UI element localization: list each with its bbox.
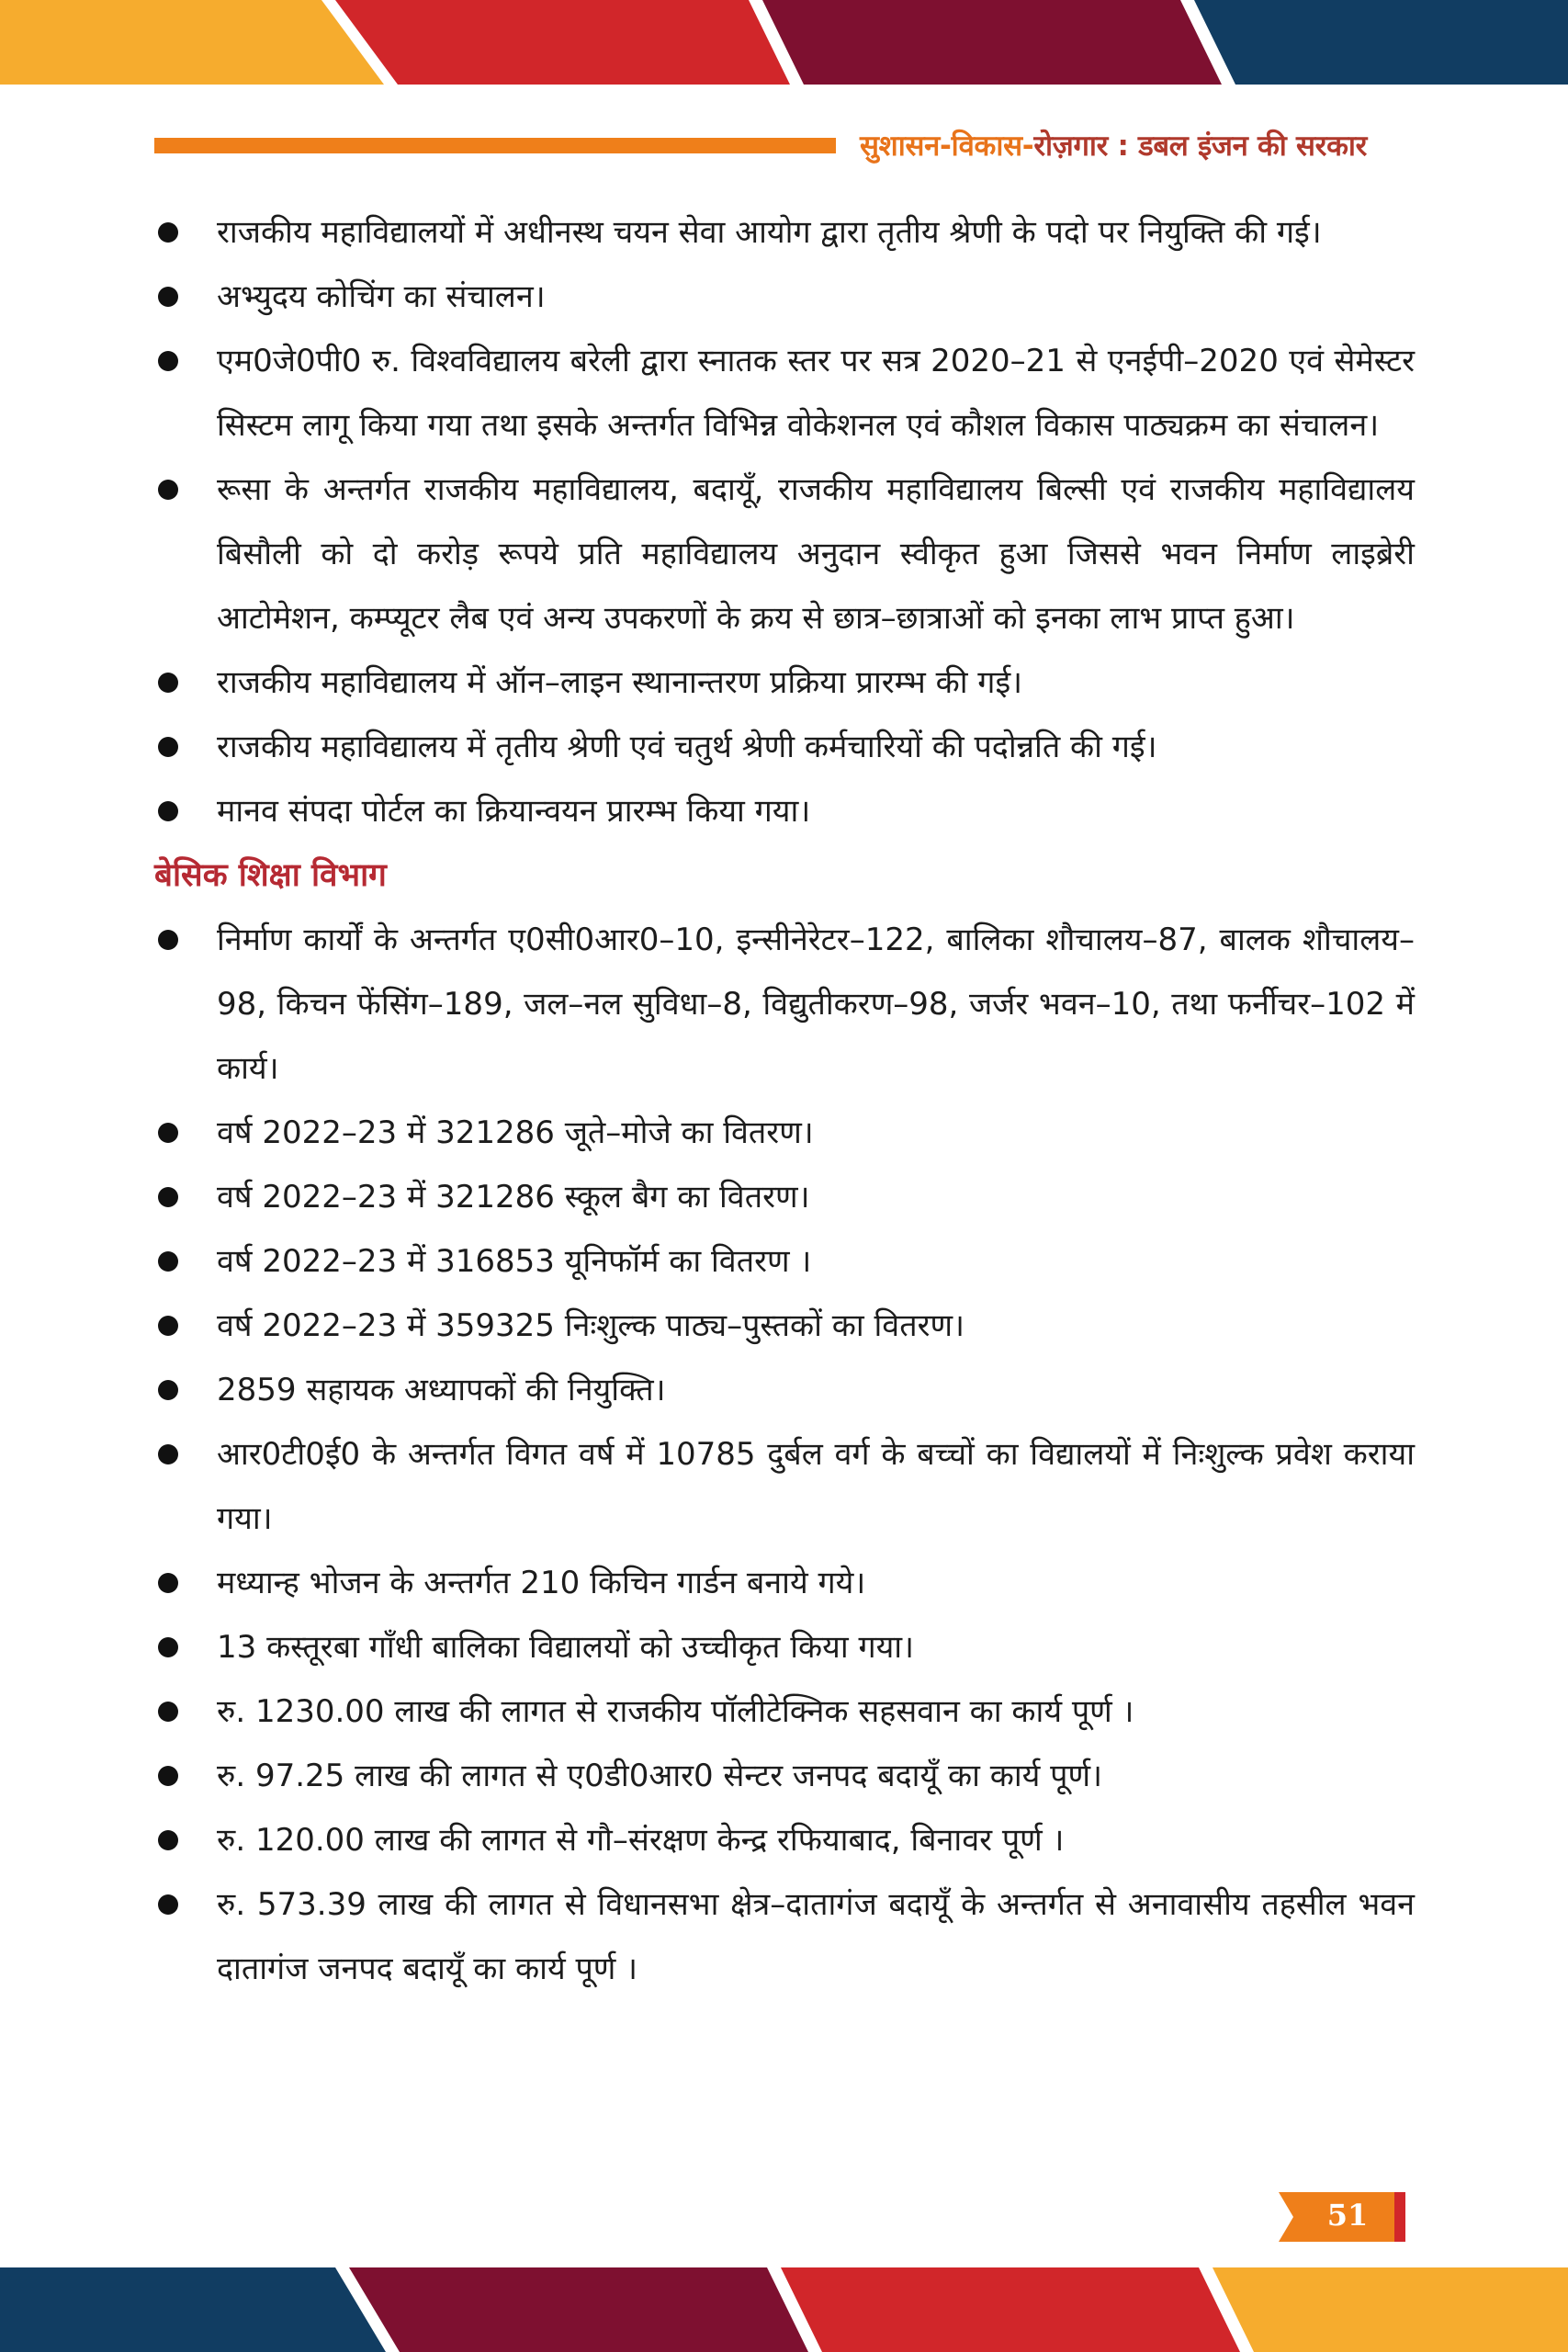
higher-education-list xyxy=(154,200,1415,843)
list-item: रु. 97.25 लाख की लागत से ए0डी0आर0 सेन्टर जनपद बदायूँ का कार्य पूर्ण। xyxy=(154,1744,1415,1808)
list-item: रु. 573.39 लाख की लागत से विधानसभा क्षेत्र–दातागंज बदायूँ के अन्तर्गत से अनावासीय तहसील भवन दातागंज जनपद बदायूँ का कार्य पूर्ण । xyxy=(154,1872,1415,2001)
list-item: राजकीय महाविद्यालय में ऑन–लाइन स्थानान्तरण प्रक्रिया प्रारम्भ की गई। xyxy=(154,650,1415,715)
page-number: 51 xyxy=(1326,2198,1369,2233)
list-item: मध्यान्ह भोजन के अन्तर्गत 210 किचिन गार्डन बनाये गये। xyxy=(154,1551,1415,1615)
list-item: 2859 सहायक अध्यापकों की नियुक्ति। xyxy=(154,1358,1415,1422)
top-decorative-band xyxy=(0,0,1568,85)
header-orange-rule xyxy=(154,138,836,153)
basic-education-list xyxy=(154,908,1415,2001)
list-item: राजकीय महाविद्यालय में तृतीय श्रेणी एवं चतुर्थ श्रेणी कर्मचारियों की पदोन्नति की गई। xyxy=(154,715,1415,779)
running-title-part2: रोज़गार xyxy=(1033,130,1108,163)
list-item: 13 कस्तूरबा गाँधी बालिका विद्यालयों को उच्चीकृत किया गया। xyxy=(154,1615,1415,1679)
section-heading-basic-education: बेसिक शिक्षा विभाग xyxy=(154,857,387,894)
list-item: वर्ष 2022–23 में 321286 स्कूल बैग का वितरण। xyxy=(154,1165,1415,1229)
running-header-title xyxy=(860,126,1411,164)
list-item: निर्माण कार्यों के अन्तर्गत ए0सी0आर0–10, इन्सीनेरेटर–122, बालिका शौचालय–87, बालक शौचालय–98, किचन फेंसिंग–189, जल–नल सुविधा–8, विद्युतीकरण–98, जर्जर भवन–10, तथा फर्नीचर–102 में कार्य। xyxy=(154,908,1415,1101)
running-title-part1: सुशासन-विकास- xyxy=(860,130,1034,163)
list-item: मानव संपदा पोर्टल का क्रियान्वयन प्रारम्भ किया गया। xyxy=(154,779,1415,843)
list-item: वर्ष 2022–23 में 321286 जूते–मोजे का वितरण। xyxy=(154,1101,1415,1165)
list-item: रु. 120.00 लाख की लागत से गौ–संरक्षण केन्द्र रफियाबाद, बिनावर पूर्ण । xyxy=(154,1808,1415,1872)
list-item: एम0जे0पी0 रु. विश्वविद्यालय बरेली द्वारा स्नातक स्तर पर सत्र 2020–21 से एनईपी–2020 एवं सेमेस्टर सिस्टम लागू किया गया तथा इसके अन्तर्गत विभिन्न वोकेशनल एवं कौशल विकास पाठ्यक्रम का संचालन। xyxy=(154,329,1415,458)
list-item: रु. 1230.00 लाख की लागत से राजकीय पॉलीटेक्निक सहसवान का कार्य पूर्ण । xyxy=(154,1679,1415,1744)
list-item: आर0टी0ई0 के अन्तर्गत विगत वर्ष में 10785 दुर्बल वर्ग के बच्चों का विद्यालयों में निःशुल्क प्रवेश कराया गया। xyxy=(154,1422,1415,1551)
page-content xyxy=(154,200,1415,2001)
list-item: वर्ष 2022–23 में 316853 यूनिफॉर्म का वितरण । xyxy=(154,1229,1415,1294)
list-item: वर्ष 2022–23 में 359325 निःशुल्क पाठ्य–पुस्तकों का वितरण। xyxy=(154,1294,1415,1358)
list-item: अभ्युदय कोचिंग का संचालन। xyxy=(154,265,1415,329)
bottom-decorative-band xyxy=(0,2267,1568,2352)
list-item: राजकीय महाविद्यालयों में अधीनस्थ चयन सेवा आयोग द्वारा तृतीय श्रेणी के पदो पर नियुक्ति की गई। xyxy=(154,200,1415,265)
page-number-tab xyxy=(1279,2192,1405,2242)
list-item: रूसा के अन्तर्गत राजकीय महाविद्यालय, बदायूँ, राजकीय महाविद्यालय बिल्सी एवं राजकीय महाविद्यालय बिसौली को दो करोड़ रूपये प्रति महाविद्यालय अनुदान स्वीकृत हुआ जिससे भवन निर्माण लाइब्रेरी आटोमेशन, कम्प्यूटर लैब एवं अन्य उपकरणों के क्रय से छात्र–छात्राओं को इनका लाभ प्राप्त हुआ। xyxy=(154,458,1415,650)
running-title-part3: : डबल इंजन की सरकार xyxy=(1108,130,1367,163)
